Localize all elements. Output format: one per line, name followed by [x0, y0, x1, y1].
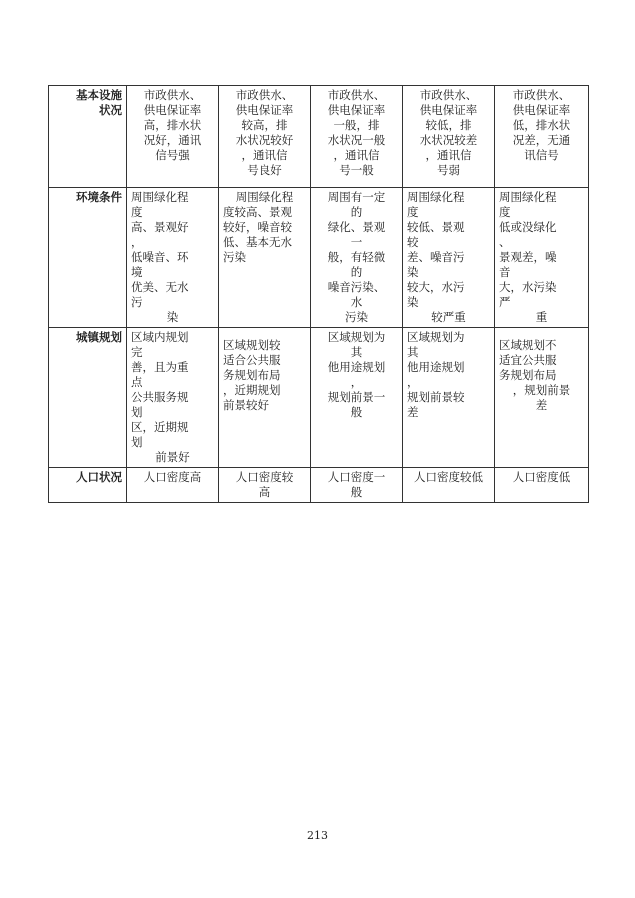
row-header-population: 人口状况: [49, 468, 127, 503]
cell-environment-grade-5: 周围绿化程 度 低或没绿化 、 景观差，噪 音 大，水污染 严 重: [495, 188, 589, 328]
cell-infrastructure-grade-4: 市政供水、 供电保证率 较低，排 水状况较差 ，通讯信 号弱: [403, 86, 495, 188]
table-row: [49, 188, 589, 328]
cell-environment-grade-4: 周围绿化程 度 较低、景观 较 差、噪音污 染 较大，水污 染 较严重: [403, 188, 495, 328]
cell-planning-grade-5: 区域规划不 适宜公共服 务规划布局 ，规划前景 差: [495, 328, 589, 468]
cell-planning-grade-1: 区域内规划 完 善，且为重 点 公共服务规 划 区，近期规 划 前景好: [127, 328, 219, 468]
cell-infrastructure-grade-2: 市政供水、 供电保证率 较高，排 水状况较好 ，通讯信 号良好: [219, 86, 311, 188]
cell-environment-grade-3: 周围有一定 的 绿化、景观 一 般，有轻微 的 噪音污染、 水 污染: [311, 188, 403, 328]
table-row: [49, 468, 589, 503]
cell-population-grade-1: 人口密度高: [127, 468, 219, 503]
cell-planning-grade-3: 区域规划为 其 他用途规划 ， 规划前景一 般: [311, 328, 403, 468]
cell-population-grade-3: 人口密度一 般: [311, 468, 403, 503]
cell-planning-grade-2: 区域规划较 适合公共服 务规划布局 ，近期规划 前景较好: [219, 328, 311, 468]
cell-planning-grade-4: 区域规划为 其 他用途规划 ， 规划前景较 差: [403, 328, 495, 468]
cell-infrastructure-grade-5: 市政供水、 供电保证率 低，排水状 况差，无通 讯信号: [495, 86, 589, 188]
evaluation-table: [48, 85, 589, 503]
page-number: 213: [307, 829, 328, 842]
cell-environment-grade-1: 周围绿化程 度 高、景观好 ， 低噪音、环 境 优美、无水 污 染: [127, 188, 219, 328]
row-header-environment: 环境条件: [49, 188, 127, 328]
row-header-urban-planning: 城镇规划: [49, 328, 127, 468]
cell-population-grade-5: 人口密度低: [495, 468, 589, 503]
cell-environment-grade-2: 周围绿化程 度较高、景观 较好，噪音较 低、基本无水 污染: [219, 188, 311, 328]
cell-infrastructure-grade-1: 市政供水、 供电保证率 高，排水状 况好，通讯 信号强: [127, 86, 219, 188]
cell-infrastructure-grade-3: 市政供水、 供电保证率 一般，排 水状况一般 ，通讯信 号一般: [311, 86, 403, 188]
table-row: [49, 86, 589, 188]
cell-population-grade-2: 人口密度较 高: [219, 468, 311, 503]
table-row: [49, 328, 589, 468]
row-header-infrastructure: 基本设施 状况: [49, 86, 127, 188]
cell-population-grade-4: 人口密度较低: [403, 468, 495, 503]
